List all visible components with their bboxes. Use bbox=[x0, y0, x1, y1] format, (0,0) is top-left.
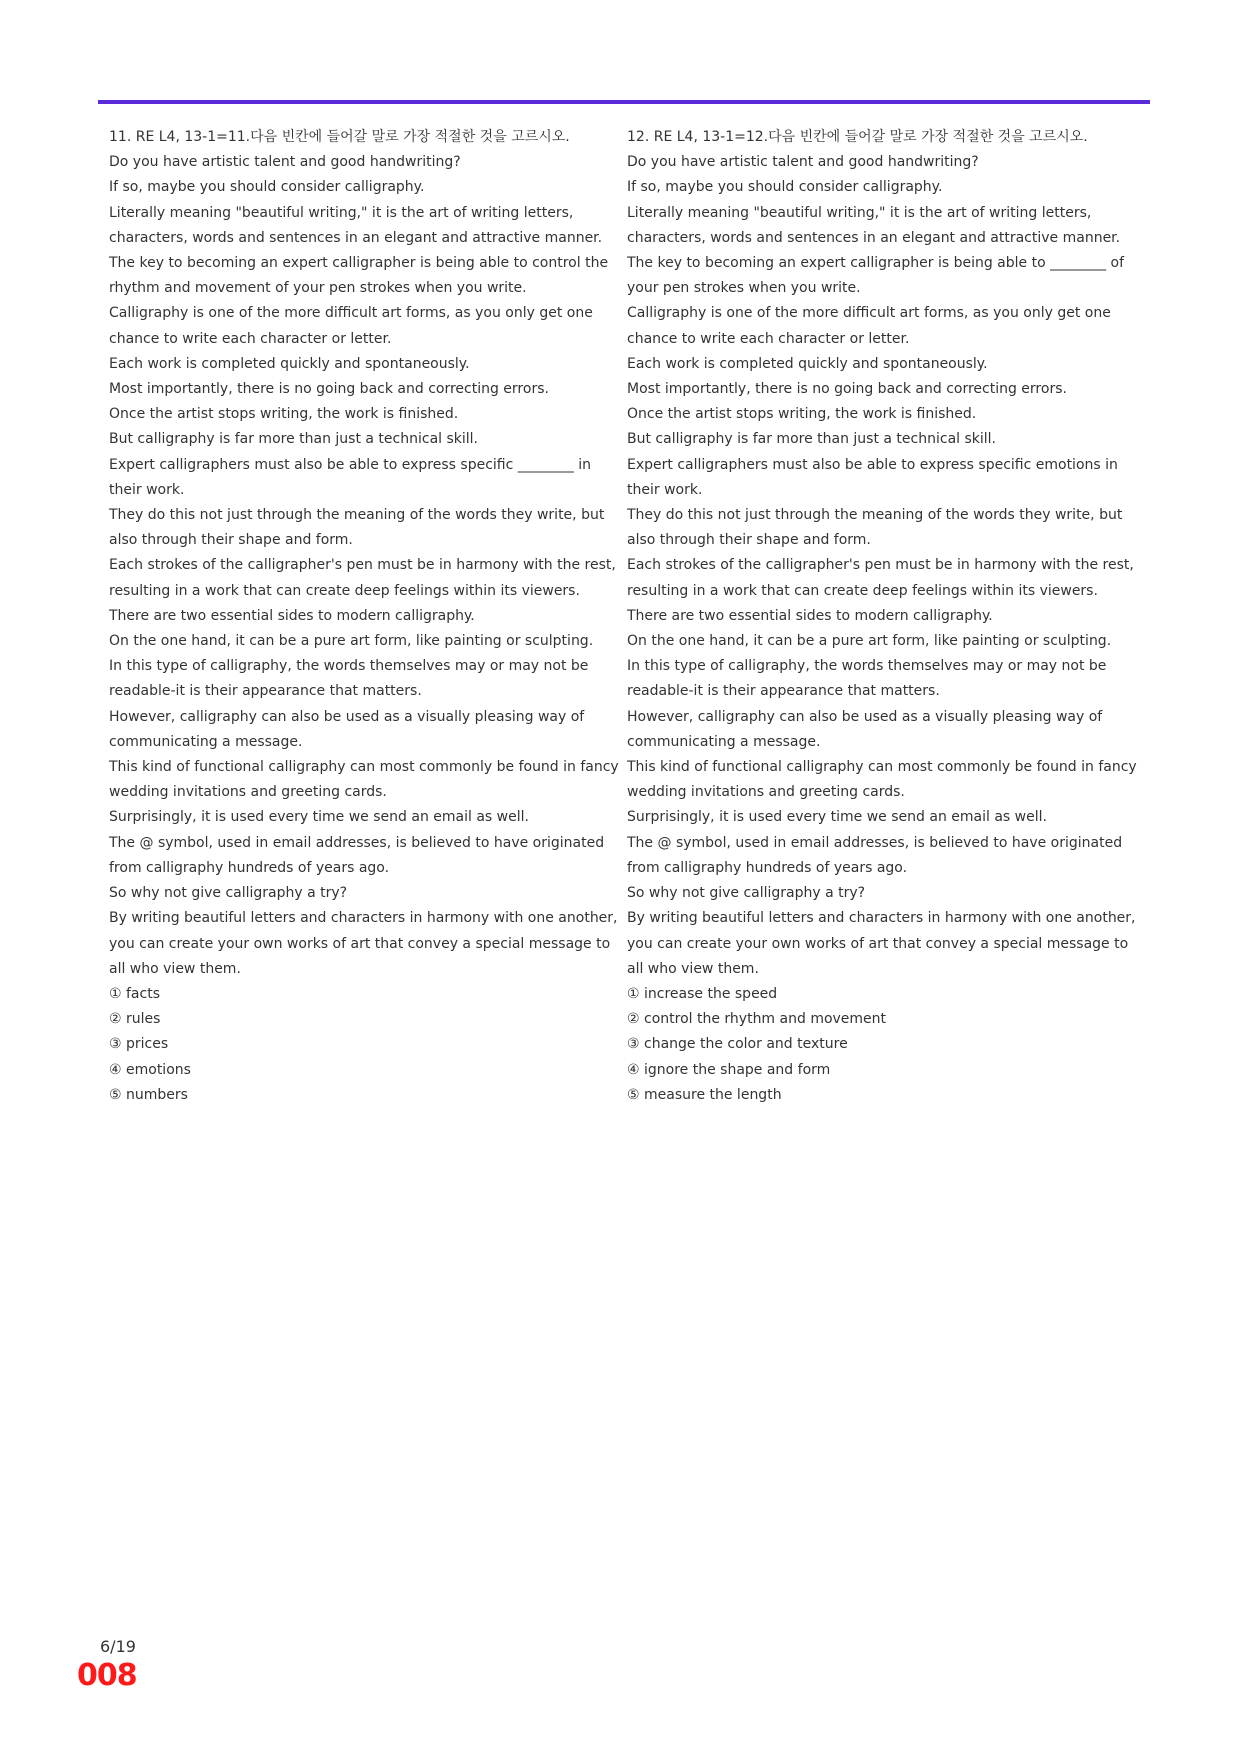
passage-line: Expert calligraphers must also be able to express specific emotions in their work. bbox=[627, 456, 1118, 498]
question-11-heading: 11. RE L4, 13-1=11.다음 빈칸에 들어갈 말로 가장 적절한 것을 고르시오. bbox=[109, 129, 570, 145]
answer-option-5[interactable]: ⑤ numbers bbox=[109, 1086, 188, 1103]
passage-line: So why not give calligraphy a try? bbox=[109, 885, 348, 902]
passage-line: However, calligraphy can also be used as a visually pleasing way of communicating a message. bbox=[627, 708, 1103, 750]
passage-line: Literally meaning "beautiful writing," it is the art of writing letters, characters, words and sentences in an elegant and attractive manner. bbox=[627, 204, 1121, 246]
passage-line: Each strokes of the calligrapher's pen must be in harmony with the rest, resulting in a work that can create deep feelings within its viewers. bbox=[627, 557, 1134, 599]
passage-line: However, calligraphy can also be used as a visually pleasing way of communicating a message. bbox=[109, 708, 585, 750]
answer-options bbox=[109, 982, 619, 1108]
answer-option-3[interactable]: ③ prices bbox=[109, 1036, 169, 1053]
answer-option-5[interactable]: ⑤ measure the length bbox=[627, 1086, 782, 1103]
header-divider bbox=[98, 100, 1150, 104]
answer-option-4[interactable]: ④ ignore the shape and form bbox=[627, 1061, 831, 1078]
passage-line: They do this not just through the meaning of the words they write, but also through their shape and form. bbox=[627, 507, 1123, 549]
passage-line: But calligraphy is far more than just a technical skill. bbox=[627, 431, 997, 448]
answer-option-2[interactable]: ② control the rhythm and movement bbox=[627, 1011, 887, 1028]
passage-line: There are two essential sides to modern calligraphy. bbox=[627, 607, 993, 624]
passage-line: This kind of functional calligraphy can most commonly be found in fancy wedding invitations and greeting cards. bbox=[109, 759, 619, 801]
answer-options bbox=[627, 982, 1141, 1108]
passage-line: By writing beautiful letters and characters in harmony with one another, you can create your own works of art that convey a special message to all who view them. bbox=[109, 910, 618, 977]
passage-line: In this type of calligraphy, the words themselves may or may not be readable-it is their appearance that matters. bbox=[627, 658, 1107, 700]
passage-line: Most importantly, there is no going back and correcting errors. bbox=[627, 381, 1067, 398]
passage-line: Each work is completed quickly and spontaneously. bbox=[627, 355, 988, 372]
passage-line: The @ symbol, used in email addresses, is believed to have originated from calligraphy hundreds of years ago. bbox=[109, 834, 605, 876]
passage-line: Each work is completed quickly and spontaneously. bbox=[109, 355, 470, 372]
question-12 bbox=[627, 125, 1141, 1108]
passage-line: There are two essential sides to modern calligraphy. bbox=[109, 607, 475, 624]
answer-option-1[interactable]: ① facts bbox=[109, 985, 160, 1002]
question-11 bbox=[109, 125, 619, 1108]
passage-line: Literally meaning "beautiful writing," it is the art of writing letters, characters, words and sentences in an elegant and attractive manner. bbox=[109, 204, 603, 246]
passage-line: If so, maybe you should consider calligraphy. bbox=[109, 179, 425, 196]
passage-line: Most importantly, there is no going back and correcting errors. bbox=[109, 381, 549, 398]
passage-line: This kind of functional calligraphy can most commonly be found in fancy wedding invitations and greeting cards. bbox=[627, 759, 1137, 801]
question-12-heading: 12. RE L4, 13-1=12.다음 빈칸에 들어갈 말로 가장 적절한 것을 고르시오. bbox=[627, 129, 1088, 145]
passage-line-with-blank: The key to becoming an expert calligrapher is being able to ________ of your pen strokes when you write. bbox=[627, 255, 1125, 297]
passage-line: If so, maybe you should consider calligraphy. bbox=[627, 179, 943, 196]
document-number: 008 bbox=[77, 1658, 137, 1693]
passage-line: But calligraphy is far more than just a technical skill. bbox=[109, 431, 479, 448]
passage-line: On the one hand, it can be a pure art form, like painting or sculpting. bbox=[627, 633, 1112, 650]
page-number: 6/19 bbox=[100, 1637, 136, 1656]
passage-line: So why not give calligraphy a try? bbox=[627, 885, 866, 902]
passage-line: Do you have artistic talent and good handwriting? bbox=[109, 154, 461, 171]
passage-line: Surprisingly, it is used every time we send an email as well. bbox=[627, 809, 1047, 826]
answer-option-2[interactable]: ② rules bbox=[109, 1011, 161, 1028]
answer-option-3[interactable]: ③ change the color and texture bbox=[627, 1036, 848, 1053]
passage-line: Each strokes of the calligrapher's pen must be in harmony with the rest, resulting in a work that can create deep feelings within its viewers. bbox=[109, 557, 616, 599]
passage-line-with-blank: Expert calligraphers must also be able to express specific ________ in their work. bbox=[109, 456, 591, 498]
passage-line: Do you have artistic talent and good handwriting? bbox=[627, 154, 979, 171]
passage-line: Calligraphy is one of the more difficult art forms, as you only get one chance to write each character or letter. bbox=[109, 305, 593, 347]
passage-line: Once the artist stops writing, the work is finished. bbox=[109, 406, 459, 423]
passage-line: By writing beautiful letters and characters in harmony with one another, you can create your own works of art that convey a special message to all who view them. bbox=[627, 910, 1136, 977]
passage-line: Calligraphy is one of the more difficult art forms, as you only get one chance to write each character or letter. bbox=[627, 305, 1111, 347]
passage-line: The key to becoming an expert calligrapher is being able to control the rhythm and movement of your pen strokes when you write. bbox=[109, 255, 609, 297]
answer-option-4[interactable]: ④ emotions bbox=[109, 1061, 191, 1078]
passage-line: The @ symbol, used in email addresses, is believed to have originated from calligraphy hundreds of years ago. bbox=[627, 834, 1123, 876]
passage-line: Once the artist stops writing, the work is finished. bbox=[627, 406, 977, 423]
passage-line: On the one hand, it can be a pure art form, like painting or sculpting. bbox=[109, 633, 594, 650]
passage-line: They do this not just through the meaning of the words they write, but also through their shape and form. bbox=[109, 507, 605, 549]
answer-option-1[interactable]: ① increase the speed bbox=[627, 985, 778, 1002]
passage-line: In this type of calligraphy, the words themselves may or may not be readable-it is their appearance that matters. bbox=[109, 658, 589, 700]
passage-line: Surprisingly, it is used every time we send an email as well. bbox=[109, 809, 529, 826]
